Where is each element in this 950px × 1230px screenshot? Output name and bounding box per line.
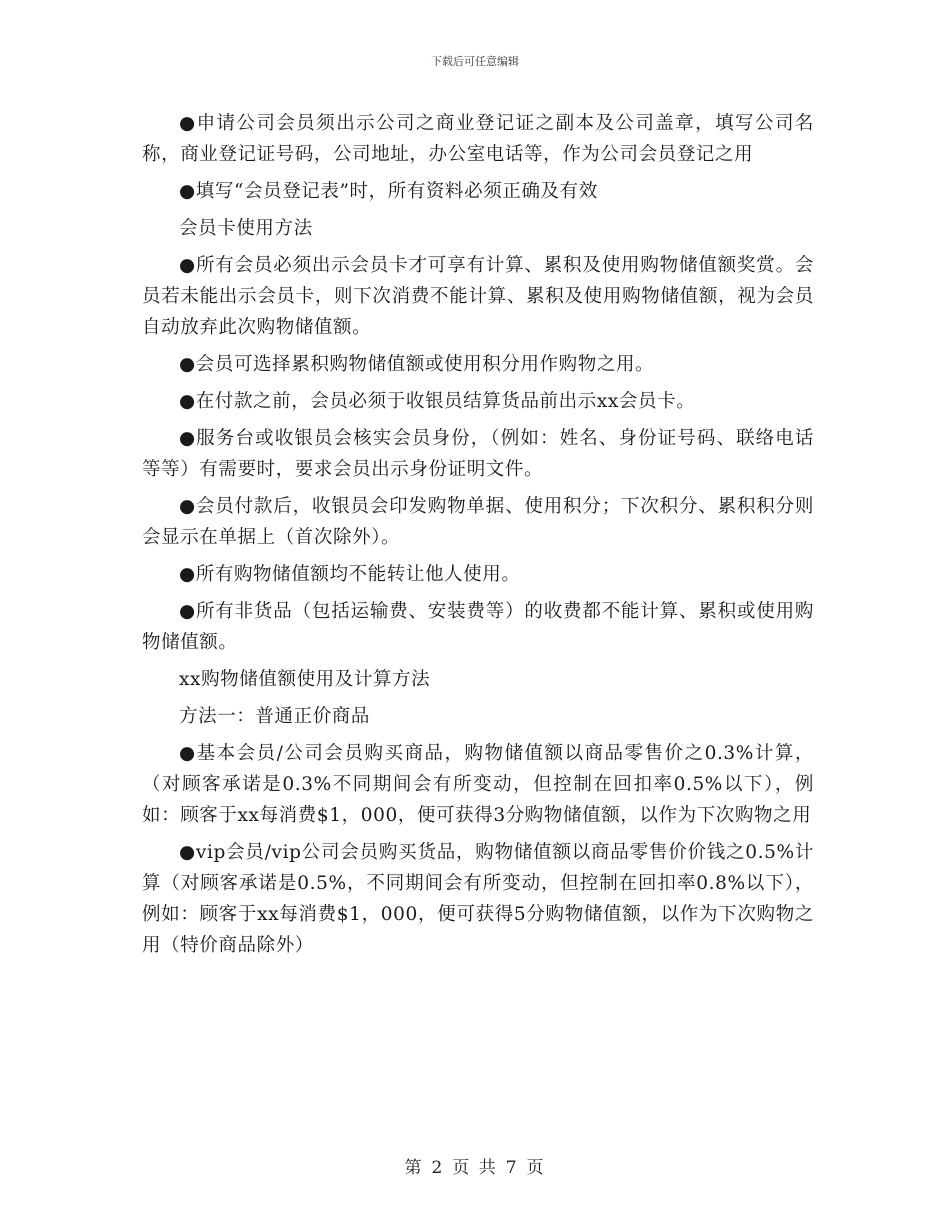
footer-suffix: 页 xyxy=(526,1158,546,1178)
subheading-method-one: 方法一：普通正价商品 xyxy=(179,706,371,727)
paragraph-non-transferable: ●所有购物储值额均不能转让他人使用。 xyxy=(179,564,521,585)
page-header: 下载后可任意编辑 xyxy=(431,55,519,68)
footer-total-pages: 7 xyxy=(505,1158,519,1178)
footer-page-number: 2 xyxy=(431,1158,445,1178)
paragraph-before-payment: ●在付款之前，会员必须于收银员结算货品前出示xx会员卡。 xyxy=(179,391,696,412)
paragraph-non-goods: ●所有非货品（包括运输费、安装费等）的收费都不能计算、累积或使用购物储值额。 xyxy=(142,601,814,653)
section-heading-calculation: xx购物储值额使用及计算方法 xyxy=(179,669,431,690)
document-body xyxy=(142,108,814,967)
section-heading-card-usage: 会员卡使用方法 xyxy=(179,218,313,239)
paragraph-registration-form: ●填写“会员登记表”时，所有资料必须正确及有效 xyxy=(179,181,598,202)
paragraph-after-payment: ●会员付款后，收银员会印发购物单据、使用积分；下次积分、累积积分则会显示在单据上（首次除外）。 xyxy=(142,496,814,548)
paragraph-basic-member: ●基本会员/公司会员购买商品，购物储值额以商品零售价之0.3%计算，（对顾客承诺是0.3%不同期间会有所变动，但控制在回扣率0.5%以下），例如：顾客于xx每消费$1，000，便可获得3分购物储值额，以作为下次购物之用 xyxy=(142,743,814,826)
paragraph-company-registration: ●申请公司会员须出示公司之商业登记证之副本及公司盖章，填写公司名称，商业登记证号码，公司地址，办公室电话等，作为公司会员登记之用 xyxy=(142,113,814,165)
footer-middle: 页 共 xyxy=(452,1158,498,1178)
paragraph-vip-member: ●vip会员/vip公司会员购买货品，购物储值额以商品零售价价钱之0.5%计算（对顾客承诺是0.5%，不同期间会有所变动，但控制在回扣率0.8%以下），例如：顾客于xx每消费$1，000，便可获得5分购物储值额，以作为下次购物之用（特价商品除外） xyxy=(142,842,814,956)
paragraph-accumulate-choice: ●会员可选择累积购物储值额或使用积分用作购物之用。 xyxy=(179,354,655,375)
paragraph-show-card: ●所有会员必须出示会员卡才可享有计算、累积及使用购物储值额奖赏。会员若未能出示会员卡，则下次消费不能计算、累积及使用购物储值额，视为会员自动放弃此次购物储值额。 xyxy=(142,255,814,338)
page-footer xyxy=(0,1153,950,1178)
paragraph-verify-identity: ●服务台或收银员会核实会员身份，（例如：姓名、身份证号码、联络电话等等）有需要时，要求会员出示身份证明文件。 xyxy=(142,428,814,480)
footer-prefix: 第 xyxy=(404,1158,424,1178)
